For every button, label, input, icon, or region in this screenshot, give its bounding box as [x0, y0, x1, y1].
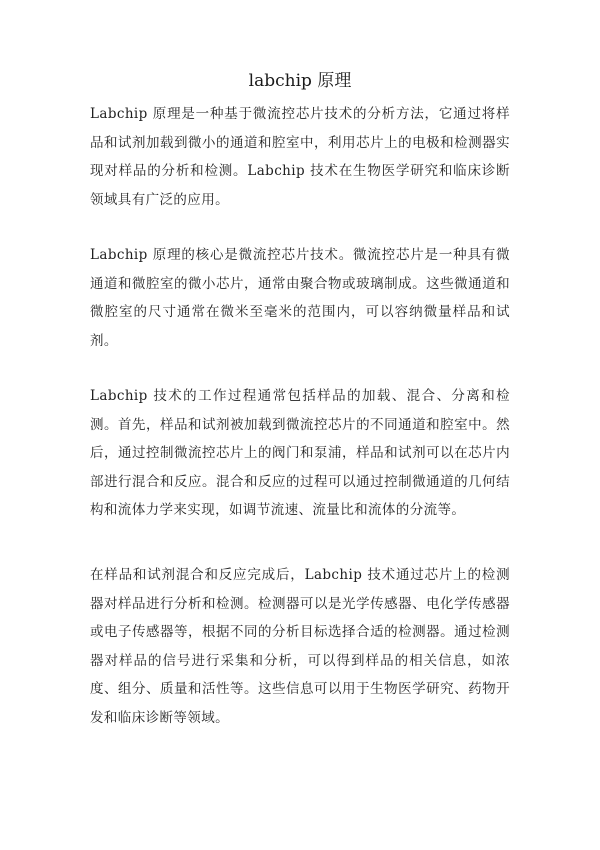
paragraph-intro: Labchip 原理是一种基于微流控芯片技术的分析方法，它通过将样品和试剂加载到微小的通道和腔室中，利用芯片上的电极和检测器实现对样品的分析和检测。Labchip 技术在生物医学研究和临床诊断领域具有广泛的应用。	[90, 106, 510, 208]
paragraph-process: Labchip 技术的工作过程通常包括样品的加载、混合、分离和检测。首先，样品和试剂被加载到微流控芯片的不同通道和腔室中。然后，通过控制微流控芯片上的阀门和泵浦，样品和试剂可以在芯片内部进行混合和反应。混合和反应的过程可以通过控制微通道的几何结构和流体力学来实现，如调节流速、流量比和流体的分流等。	[90, 388, 510, 518]
page-title: labchip 原理	[248, 71, 352, 91]
paragraph-detection: 在样品和试剂混合和反应完成后，Labchip 技术通过芯片上的检测器对样品进行分析和检测。检测器可以是光学传感器、电化学传感器或电子传感器等，根据不同的分析目标选择合适的检测器。通过检测器对样品的信号进行采集和分析，可以得到样品的相关信息，如浓度、组分、质量和活性等。这些信息可以用于生物医学研究、药物开发和临床诊断等领域。	[90, 567, 510, 726]
paragraph-core: Labchip 原理的核心是微流控芯片技术。微流控芯片是一种具有微通道和微腔室的微小芯片，通常由聚合物或玻璃制成。这些微通道和微腔室的尺寸通常在微米至毫米的范围内，可以容纳微量样品和试剂。	[90, 247, 510, 349]
